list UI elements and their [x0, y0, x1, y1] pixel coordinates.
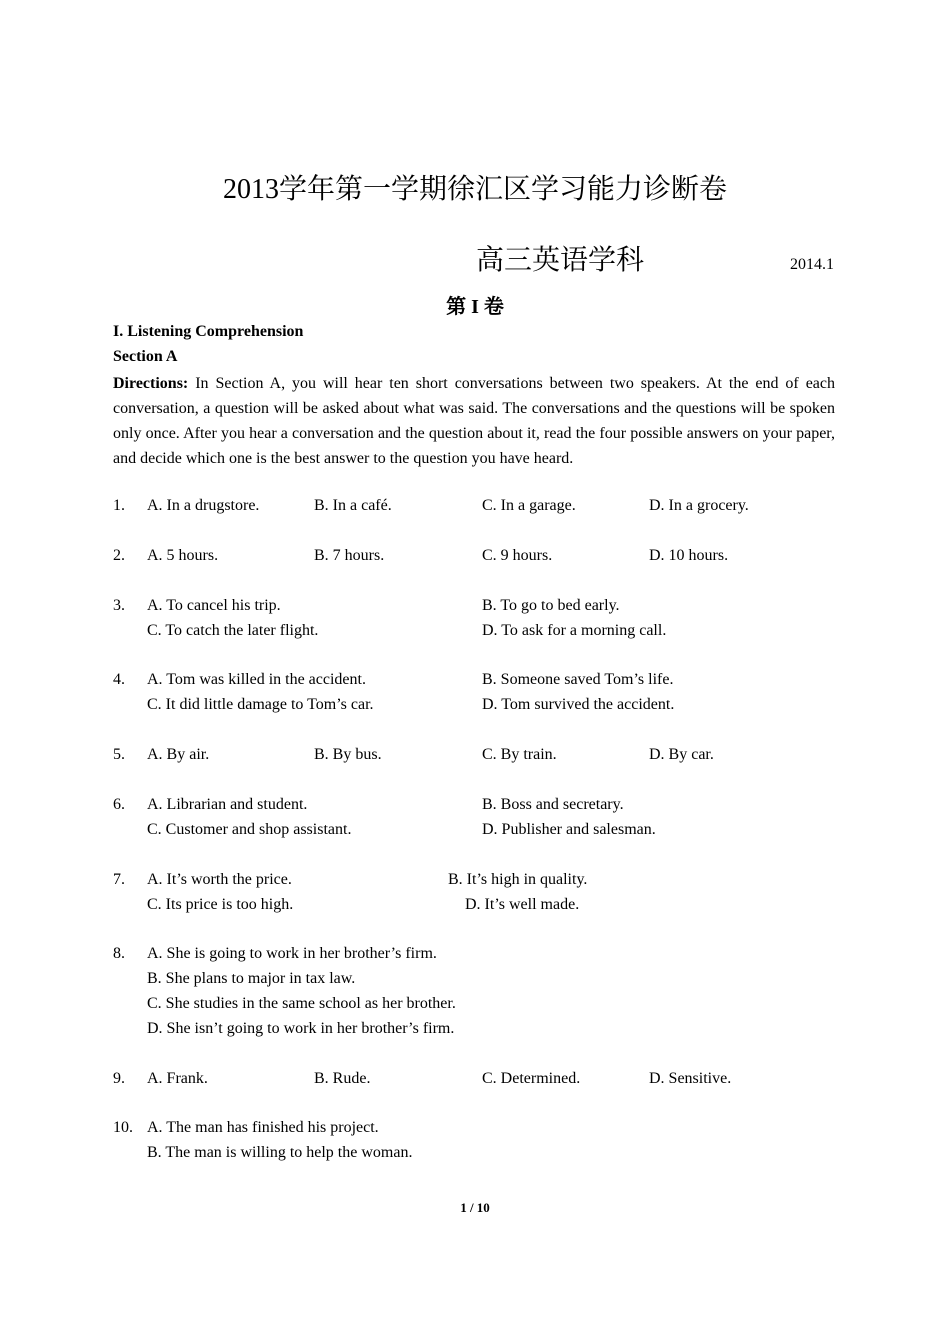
- directions-paragraph: [113, 371, 835, 471]
- option-c: C. It did little damage to Tom’s car.: [147, 696, 374, 713]
- option-d: D. She isn’t going to work in her brother’s firm.: [147, 1020, 455, 1037]
- option-a: A. The man has finished his project.: [147, 1119, 379, 1136]
- option-b: B. It’s high in quality.: [448, 871, 588, 888]
- section-heading: I. Listening Comprehension: [113, 323, 304, 340]
- option-a: A. Tom was killed in the accident.: [147, 671, 366, 688]
- question-number: 5.: [113, 746, 125, 763]
- question-number: 2.: [113, 547, 125, 564]
- page-title: 2013学年第一学期徐汇区学习能力诊断卷: [222, 174, 727, 205]
- option-c: C. 9 hours.: [482, 547, 553, 564]
- question-number: 1.: [113, 497, 125, 514]
- option-d: D. To ask for a morning call.: [482, 622, 667, 639]
- option-c: C. To catch the later flight.: [147, 622, 319, 639]
- question-number: 8.: [113, 945, 125, 962]
- option-a: A. Librarian and student.: [147, 796, 308, 813]
- question-number: 3.: [113, 597, 125, 614]
- option-c: C. Customer and shop assistant.: [147, 821, 352, 838]
- option-a: A. In a drugstore.: [147, 497, 260, 514]
- option-d: D. Publisher and salesman.: [482, 821, 656, 838]
- option-b: B. She plans to major in tax law.: [147, 970, 356, 987]
- question-number: 9.: [113, 1070, 125, 1087]
- section-subheading: Section A: [113, 348, 178, 365]
- option-a: A. To cancel his trip.: [147, 597, 281, 614]
- option-b: B. In a café.: [314, 497, 392, 514]
- option-d: D. 10 hours.: [649, 547, 729, 564]
- option-a: A. It’s worth the price.: [147, 871, 292, 888]
- option-d: D. Sensitive.: [649, 1070, 732, 1087]
- option-b: B. 7 hours.: [314, 547, 385, 564]
- option-d: D. By car.: [649, 746, 714, 763]
- question-number: 4.: [113, 671, 125, 688]
- option-c: C. Its price is too high.: [147, 896, 294, 913]
- option-c: C. By train.: [482, 746, 557, 763]
- exam-date: 2014.1: [790, 256, 834, 273]
- option-b: B. Someone saved Tom’s life.: [482, 671, 674, 688]
- option-d: D. In a grocery.: [649, 497, 749, 514]
- option-c: C. She studies in the same school as her brother.: [147, 995, 456, 1012]
- question-number: 10.: [113, 1119, 133, 1136]
- option-b: B. The man is willing to help the woman.: [147, 1144, 413, 1161]
- subject-title: 高三英语学科: [476, 245, 645, 276]
- page-number: 1 / 10: [460, 1200, 490, 1215]
- option-d: D. It’s well made.: [465, 896, 580, 913]
- option-b: B. Boss and secretary.: [482, 796, 624, 813]
- option-b: B. By bus.: [314, 746, 382, 763]
- directions-label: Directions:: [113, 375, 189, 392]
- question-number: 6.: [113, 796, 125, 813]
- option-d: D. Tom survived the accident.: [482, 696, 675, 713]
- option-a: A. By air.: [147, 746, 210, 763]
- option-b: B. Rude.: [314, 1070, 371, 1087]
- option-b: B. To go to bed early.: [482, 597, 620, 614]
- option-a: A. Frank.: [147, 1070, 208, 1087]
- directions-text: In Section A, you will hear ten short conversations between two speakers. At the end of each conversation, a question will be asked about what was said. The conversations and the questions will be spoken only once. After you hear a conversation and the question about it, read the four possible answers on your paper, and decide which one is the best answer to the question you have heard.: [113, 375, 835, 467]
- option-c: C. Determined.: [482, 1070, 581, 1087]
- option-a: A. 5 hours.: [147, 547, 219, 564]
- question-number: 7.: [113, 871, 125, 888]
- volume-heading: 第 I 卷: [446, 296, 504, 318]
- option-c: C. In a garage.: [482, 497, 576, 514]
- option-a: A. She is going to work in her brother’s firm.: [147, 945, 437, 962]
